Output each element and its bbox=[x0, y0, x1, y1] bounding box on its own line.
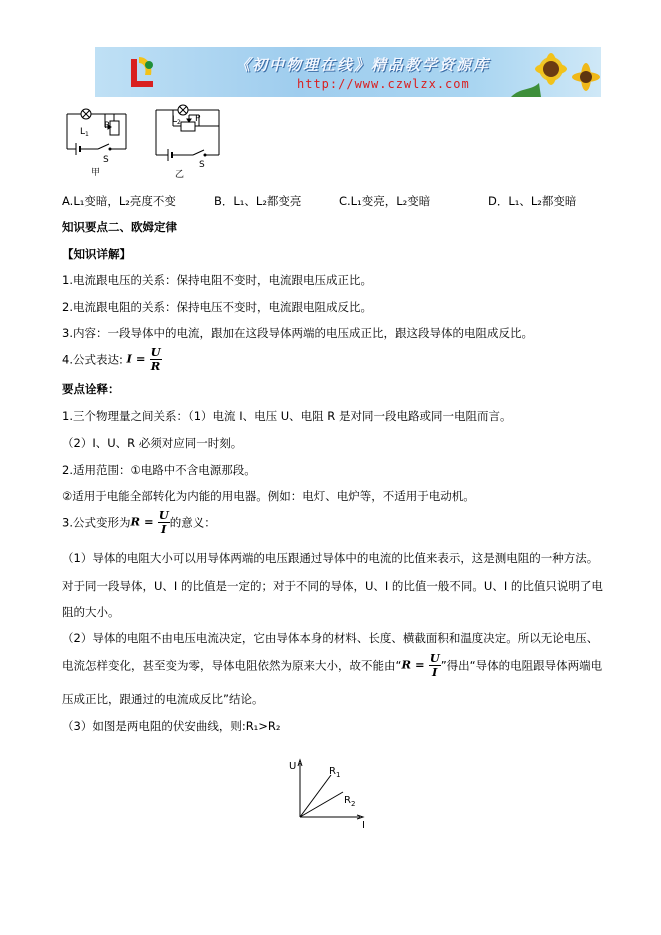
explain-5-suffix: 的意义： bbox=[169, 515, 216, 530]
explain-line-4: ②适用于电能全部转化为内能的用电器。例如：电灯、电炉等，不适用于电动机。 bbox=[62, 489, 475, 503]
lamp-label-a: $L_1$ bbox=[80, 127, 89, 138]
explain-line-6: （1）导体的电阻大小可以用导体两端的电压跟通过导体中的电流的比值来表示，这是测电阻的一种方法。 bbox=[62, 551, 599, 565]
line-r1-label: $R_1$ bbox=[329, 766, 341, 779]
explain-line-11: 压成正比，跟通过的电流成反比”结论。 bbox=[62, 692, 264, 706]
option-c: C.L₁变亮，L₂变暗 bbox=[339, 194, 431, 208]
resistance-formula-numerator: U bbox=[158, 508, 169, 522]
explain-line-12: （3）如图是两电阻的伏安曲线，则:R₁>R₂ bbox=[62, 719, 281, 733]
inline-formula-numerator: U bbox=[429, 651, 440, 665]
resistance-formula-lhs: R bbox=[130, 514, 141, 529]
line-r2 bbox=[300, 792, 343, 817]
section-title: 知识要点二、欧姆定律 bbox=[62, 220, 177, 234]
explain-line-3: 2.适用范围：①电路中不含电源那段。 bbox=[62, 463, 256, 477]
point-2: 2.电流跟电阻的关系：保持电压不变时，电流跟电阻成反比。 bbox=[62, 300, 372, 314]
inline-formula-denominator: I bbox=[432, 665, 438, 679]
logo-icon bbox=[123, 53, 163, 93]
y-axis-label: U bbox=[289, 761, 297, 772]
formula-numerator: U bbox=[150, 345, 161, 359]
explain-header: 要点诠释： bbox=[62, 382, 120, 396]
resistance-formula: R = $\frac{U}{I}$ bbox=[130, 508, 169, 536]
banner-url[interactable]: http://www.czwlzx.com bbox=[297, 77, 470, 91]
option-b: B．L₁、L₂都变亮 bbox=[214, 194, 302, 208]
formula-lhs: I bbox=[126, 351, 132, 366]
explain-10-prefix: 电流怎样变化，甚至变为零，导体电阻依然为原来大小，故不能由“ bbox=[62, 658, 402, 673]
inline-formula-lhs: R bbox=[401, 657, 412, 672]
slider-label-a: P bbox=[104, 121, 110, 131]
circuit-diagram-a bbox=[62, 105, 142, 177]
caption-a: 甲 bbox=[91, 168, 101, 177]
switch-label-b: S bbox=[199, 160, 205, 170]
explain-line-7: 对于同一段导体，U、I 的比值是一定的；对于不同的导体，U、I 的比值一般不同。U、I 的比值只说明了电 bbox=[62, 579, 603, 593]
explain-line-8: 阻的大小。 bbox=[62, 605, 120, 619]
explain-line-2: （2）I、U、R 必须对应同一时刻。 bbox=[62, 436, 243, 450]
line-r1 bbox=[300, 775, 331, 817]
header-banner bbox=[95, 47, 601, 97]
formula-denominator: R bbox=[150, 359, 161, 373]
lamp-label-b: $L_2$ bbox=[172, 115, 181, 126]
sunflower-icon bbox=[491, 47, 601, 97]
ohms-law-formula: I = $\frac{U}{R}$ bbox=[126, 345, 161, 373]
x-axis-label: I bbox=[362, 820, 365, 831]
option-d: D．L₁、L₂都变暗 bbox=[488, 194, 577, 208]
switch-label-a: S bbox=[103, 155, 109, 165]
caption-b: 乙 bbox=[175, 170, 185, 180]
explain-line-1: 1.三个物理量之间关系：（1）电流 I、电压 U、电阻 R 是对同一段电路或同一电阻而言。 bbox=[62, 409, 512, 423]
banner-title: 《初中物理在线》精品教学资源库 bbox=[235, 56, 491, 74]
point-1: 1.电流跟电压的关系：保持电阻不变时，电流跟电压成正比。 bbox=[62, 273, 372, 287]
point-3: 3.内容：一段导体中的电流，跟加在这段导体两端的电压成正比，跟这段导体的电阻成反比。 bbox=[62, 326, 533, 340]
point-4 bbox=[62, 346, 162, 373]
point-4-prefix: 4.公式表达: bbox=[62, 352, 123, 367]
iv-curve-graph bbox=[285, 755, 375, 835]
resistance-formula-inline: R = $\frac{U}{I}$ bbox=[401, 651, 440, 679]
knowledge-header: 【知识详解】 bbox=[62, 247, 131, 261]
line-r2-label: $R_2$ bbox=[344, 795, 356, 808]
explain-line-9: （2）导体的电阻不由电压电流决定，它由导体本身的材料、长度、横截面积和温度决定。所以无论电压、 bbox=[62, 631, 599, 645]
explain-5-prefix: 3.公式变形为 bbox=[62, 515, 131, 530]
resistance-formula-denominator: I bbox=[161, 522, 167, 536]
circuit-diagram-b bbox=[153, 102, 233, 180]
slider-label-b: P bbox=[195, 114, 201, 124]
explain-line-5 bbox=[62, 509, 216, 536]
option-a: A.L₁变暗，L₂亮度不变 bbox=[62, 194, 176, 208]
explain-line-10 bbox=[62, 652, 602, 679]
explain-10-suffix: ”得出“导体的电阻跟导体两端电 bbox=[440, 658, 603, 673]
